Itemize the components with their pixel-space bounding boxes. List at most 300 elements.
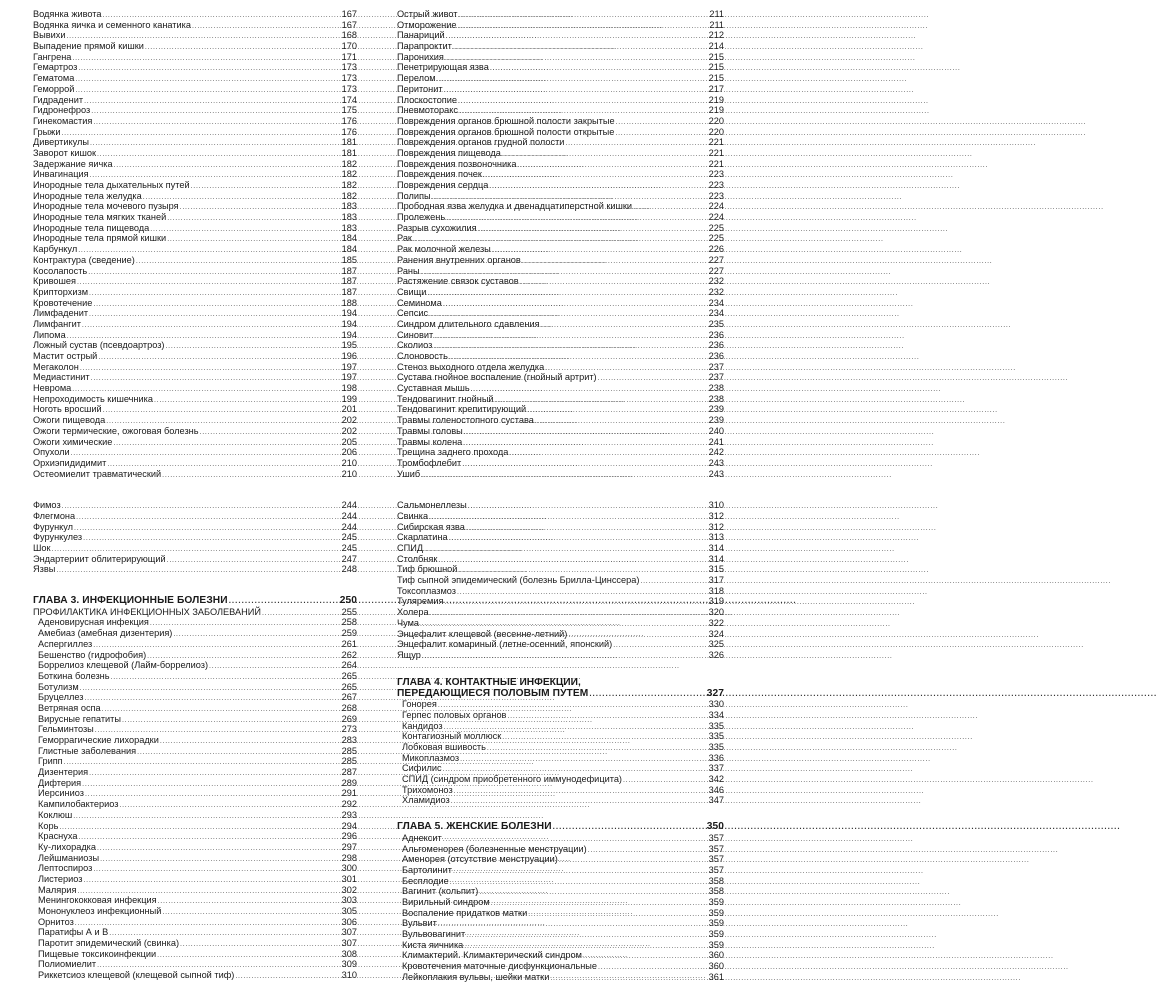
toc-entry-title: Аменорея (отсутствие менструации) — [402, 854, 558, 865]
toc-entry-title: Дифтерия — [38, 777, 82, 788]
toc-entry[interactable] — [397, 95, 724, 106]
toc-entry[interactable] — [33, 447, 357, 458]
toc-entry-page: 215 — [708, 73, 724, 84]
prophylaxis-entry[interactable] — [33, 607, 357, 618]
toc-entry[interactable] — [397, 961, 724, 972]
toc-entry-title: Фурункул — [33, 521, 74, 532]
toc-entry-page: 287 — [341, 767, 357, 778]
toc-entry[interactable] — [33, 351, 357, 362]
toc-entry-title: Растяжение связок суставов — [397, 276, 519, 287]
toc-entry-title: Пролежень — [397, 212, 446, 223]
toc-entry[interactable] — [397, 330, 724, 341]
toc-entry[interactable] — [33, 842, 357, 853]
toc-entry-page: 308 — [341, 948, 357, 959]
toc-entry[interactable] — [397, 266, 724, 277]
toc-entry[interactable] — [33, 362, 357, 373]
toc-entry[interactable] — [33, 62, 357, 73]
toc-entry[interactable] — [397, 319, 724, 330]
toc-entry[interactable] — [397, 105, 724, 116]
toc-entry[interactable] — [397, 854, 724, 865]
toc-entry[interactable] — [33, 233, 357, 244]
toc-entry-title: Язвы — [33, 564, 56, 575]
toc-entry[interactable] — [33, 169, 357, 180]
toc-entry-page: 324 — [708, 628, 724, 639]
toc-entry[interactable] — [33, 266, 357, 277]
toc-entry-page: 267 — [341, 692, 357, 703]
toc-entry-page: 289 — [341, 777, 357, 788]
toc-entry-title: Воспаление придатков матки — [402, 907, 528, 918]
toc-entry-page: 167 — [341, 19, 357, 30]
toc-entry[interactable] — [33, 223, 357, 234]
toc-entry[interactable] — [33, 84, 357, 95]
toc-entry[interactable] — [33, 778, 357, 789]
toc-entry[interactable] — [397, 62, 724, 73]
toc-entry[interactable] — [33, 469, 357, 480]
toc-entry-page: 244 — [341, 521, 357, 532]
toc-entry[interactable] — [397, 753, 724, 764]
toc-entry-title: СПИД (синдром приобретенного иммунодефицита) — [402, 774, 622, 785]
toc-entry[interactable] — [397, 731, 724, 742]
toc-entry-page: 292 — [341, 799, 357, 810]
toc-entry[interactable] — [33, 180, 357, 191]
toc-entry[interactable] — [33, 917, 357, 928]
toc-entry[interactable] — [33, 639, 357, 650]
toc-entry[interactable] — [33, 628, 357, 639]
toc-entry[interactable] — [397, 9, 724, 20]
toc-entry[interactable] — [397, 383, 724, 394]
toc-entry-page: 273 — [341, 724, 357, 735]
toc-entry[interactable] — [397, 639, 724, 650]
toc-entry-page: 197 — [341, 372, 357, 383]
toc-entry-page: 269 — [341, 713, 357, 724]
toc-entry[interactable] — [397, 52, 724, 63]
toc-entry[interactable] — [33, 404, 357, 415]
toc-entry[interactable] — [397, 522, 724, 533]
toc-entry-page: 298 — [341, 852, 357, 863]
toc-entry[interactable] — [33, 105, 357, 116]
toc-entry-page: 168 — [341, 30, 357, 41]
toc-entry-title: Повреждения органов грудной полости — [397, 137, 565, 148]
toc-entry[interactable] — [397, 785, 724, 796]
toc-entry[interactable] — [397, 564, 724, 575]
toc-entry-title: Чума — [397, 617, 420, 628]
toc-entry[interactable] — [33, 767, 357, 778]
toc-entry[interactable] — [397, 710, 724, 721]
toc-entry[interactable] — [397, 437, 724, 448]
toc-entry-title: Неврома — [33, 383, 72, 394]
toc-entry[interactable] — [33, 383, 357, 394]
toc-entry[interactable] — [33, 714, 357, 725]
toc-entry[interactable] — [397, 340, 724, 351]
toc-entry[interactable] — [397, 742, 724, 753]
toc-entry-page: 357 — [708, 854, 724, 865]
toc-entry-title: Травмы голеностопного сустава — [397, 415, 534, 426]
toc-entry-title: Тиф брюшной — [397, 564, 458, 575]
toc-entry-page: 236 — [708, 351, 724, 361]
toc-entry[interactable] — [397, 833, 724, 844]
toc-entry[interactable] — [397, 298, 724, 309]
toc-entry-page: 206 — [341, 447, 357, 458]
toc-entry[interactable] — [397, 41, 724, 52]
toc-entry-title: Панариций — [397, 30, 445, 41]
toc-entry[interactable] — [397, 721, 724, 732]
toc-entry[interactable] — [33, 682, 357, 693]
toc-entry[interactable] — [33, 287, 357, 298]
toc-entry-title: Менингококковая инфекция — [38, 895, 157, 906]
toc-entry[interactable] — [33, 554, 357, 565]
toc-entry[interactable] — [33, 319, 357, 330]
toc-entry-page: 232 — [708, 286, 724, 297]
toc-entry[interactable] — [397, 180, 724, 191]
toc-entry[interactable] — [33, 927, 357, 938]
spacer — [397, 806, 724, 822]
toc-entry-title: Шок — [33, 543, 51, 553]
toc-entry[interactable] — [397, 950, 724, 961]
toc-entry[interactable] — [33, 735, 357, 746]
toc-entry-title: Бесплодие — [402, 875, 449, 886]
toc-entry[interactable] — [397, 244, 724, 255]
toc-entry[interactable] — [397, 276, 724, 287]
toc-entry-page: 217 — [708, 83, 724, 94]
toc-entry[interactable] — [397, 84, 724, 95]
toc-entry-title: Мононуклеоз инфекционный — [38, 906, 162, 916]
toc-entry[interactable] — [33, 95, 357, 106]
toc-entry[interactable] — [33, 831, 357, 842]
toc-entry[interactable] — [33, 137, 357, 148]
toc-entry[interactable] — [33, 692, 357, 703]
toc-entry-title: Синовит — [397, 329, 434, 340]
toc-group-surgery-b — [33, 500, 357, 575]
toc-entry[interactable] — [33, 949, 357, 960]
toc-entry[interactable] — [33, 724, 357, 735]
toc-entry[interactable] — [33, 372, 357, 383]
toc-entry[interactable] — [397, 116, 724, 127]
toc-entry-page: 330 — [708, 699, 724, 710]
toc-entry-title: Дивертикулы — [33, 137, 89, 148]
toc-entry-title: Мегаколон — [33, 361, 79, 372]
toc-entry[interactable] — [33, 394, 357, 405]
toc-entry[interactable] — [33, 458, 357, 469]
toc-entry[interactable] — [33, 73, 357, 84]
toc-entry[interactable] — [397, 586, 724, 597]
toc-entry[interactable] — [397, 308, 724, 319]
toc-entry-title: Суставная мышь — [397, 383, 470, 394]
toc-entry[interactable] — [33, 500, 357, 511]
toc-entry[interactable] — [397, 287, 724, 298]
leader-dots — [229, 596, 339, 607]
toc-entry-page: 318 — [708, 585, 724, 596]
toc-entry-page: 302 — [341, 884, 357, 895]
toc-entry[interactable] — [33, 810, 357, 821]
toc-entry-page: 265 — [341, 681, 357, 692]
toc-entry[interactable] — [397, 148, 724, 159]
toc-entry-title: Прободная язва желудка и двенадцатиперстной кишки — [397, 201, 633, 212]
toc-entry[interactable] — [33, 522, 357, 533]
toc-entry[interactable] — [33, 148, 357, 159]
toc-entry-title: Фимоз — [33, 500, 61, 511]
toc-entry-title: Бруцеллез — [38, 692, 84, 703]
toc-entry[interactable] — [33, 415, 357, 426]
toc-entry[interactable] — [397, 73, 724, 84]
toc-entry[interactable] — [397, 908, 724, 919]
toc-entry[interactable] — [397, 30, 724, 41]
spacer — [397, 479, 724, 500]
toc-entry-page: 310 — [708, 500, 724, 511]
toc-entry[interactable] — [33, 885, 357, 896]
toc-entry-title: Сустава гнойное воспаление (гнойный артрит) — [397, 372, 597, 383]
toc-entry[interactable] — [397, 575, 724, 586]
toc-entry[interactable] — [397, 650, 724, 661]
toc-entry[interactable] — [397, 191, 724, 202]
toc-entry[interactable] — [33, 959, 357, 970]
toc-entry[interactable] — [397, 876, 724, 887]
toc-entry-title: Герпес половых органов — [402, 709, 507, 720]
toc-entry-title: Ложный сустав (псевдоартроз) — [33, 340, 165, 351]
toc-entry[interactable] — [397, 372, 724, 383]
toc-entry[interactable] — [33, 660, 357, 671]
toc-entry[interactable] — [397, 404, 724, 415]
toc-entry[interactable] — [33, 330, 357, 341]
toc-entry[interactable] — [397, 763, 724, 774]
toc-entry-page: 244 — [341, 500, 357, 511]
toc-entry-title: Тендовагинит гнойный — [397, 393, 494, 404]
toc-entry[interactable] — [33, 276, 357, 287]
toc-entry-title: Раны — [397, 265, 420, 276]
toc-entry[interactable] — [397, 618, 724, 629]
toc-entry[interactable] — [33, 874, 357, 885]
toc-entry[interactable] — [33, 756, 357, 767]
toc-entry[interactable] — [397, 223, 724, 234]
toc-entry[interactable] — [397, 212, 724, 223]
toc-entry[interactable] — [33, 617, 357, 628]
toc-entry[interactable] — [33, 127, 357, 138]
toc-entry[interactable] — [397, 469, 724, 480]
toc-entry[interactable] — [397, 532, 724, 543]
toc-entry[interactable] — [397, 394, 724, 405]
toc-entry-title: Флегмона — [33, 510, 76, 521]
toc-entry-page: 171 — [341, 51, 357, 62]
toc-entry[interactable] — [33, 52, 357, 63]
toc-entry[interactable] — [397, 795, 724, 806]
toc-entry-title: Выпадение прямой кишки — [33, 41, 144, 52]
toc-entry-title: Геморрой — [33, 83, 75, 94]
toc-entry[interactable] — [33, 650, 357, 661]
toc-entry-page: 359 — [708, 918, 724, 929]
toc-entry-title: Грипп — [38, 756, 63, 767]
toc-entry-page: 221 — [708, 137, 724, 148]
toc-entry-page: 312 — [708, 521, 724, 532]
toc-entry[interactable] — [397, 972, 724, 983]
toc-entry[interactable] — [33, 906, 357, 917]
toc-entry-title: Лейшманиозы — [38, 852, 100, 863]
toc-entry[interactable] — [397, 940, 724, 951]
toc-entry[interactable] — [397, 362, 724, 373]
toc-entry[interactable] — [33, 543, 357, 554]
toc-entry-title: Свищи — [397, 286, 427, 297]
toc-entry[interactable] — [397, 255, 724, 266]
toc-entry[interactable] — [33, 821, 357, 832]
toc-entry[interactable] — [397, 543, 724, 554]
toc-entry-page: 220 — [708, 126, 724, 137]
toc-left-column — [33, 9, 357, 981]
toc-entry-page: 184 — [341, 244, 357, 255]
toc-entry-page: 223 — [708, 180, 724, 190]
toc-group-infectious-b — [397, 500, 724, 660]
toc-entry-page: 361 — [708, 971, 724, 982]
chapter-4-heading[interactable] — [397, 689, 724, 700]
toc-entry[interactable] — [397, 169, 724, 180]
toc-entry-title: Опухоли — [33, 447, 70, 458]
chapter-3-heading[interactable] — [33, 596, 357, 607]
toc-group-std — [397, 699, 724, 806]
toc-entry-title: Холера — [397, 607, 429, 618]
toc-entry[interactable] — [33, 746, 357, 757]
toc-entry[interactable] — [33, 20, 357, 31]
toc-entry-page: 326 — [708, 649, 724, 660]
toc-entry-title: Эндартериит облитерирующий — [33, 553, 166, 564]
toc-entry[interactable] — [397, 774, 724, 785]
toc-entry-title: Трещина заднего прохода — [397, 447, 509, 458]
toc-entry[interactable] — [397, 233, 724, 244]
toc-entry-title: Тендовагинит крепитирующий — [397, 404, 527, 415]
toc-entry[interactable] — [397, 351, 724, 362]
toc-entry-page: 307 — [341, 927, 357, 938]
toc-entry[interactable] — [33, 255, 357, 266]
toc-entry[interactable] — [33, 116, 357, 127]
toc-entry[interactable] — [397, 865, 724, 876]
toc-entry[interactable] — [33, 191, 357, 202]
toc-entry[interactable] — [397, 918, 724, 929]
toc-entry[interactable] — [33, 308, 357, 319]
toc-entry-page: 236 — [708, 329, 724, 340]
toc-entry-title: Острый живот — [397, 9, 458, 19]
toc-entry[interactable] — [33, 564, 357, 575]
toc-entry[interactable] — [33, 938, 357, 949]
toc-entry-title: Боррелиоз клещевой (Лайм-боррелиоз) — [38, 660, 209, 671]
toc-entry[interactable] — [33, 437, 357, 448]
toc-entry-page: 183 — [341, 222, 357, 233]
toc-entry-page: 240 — [708, 425, 724, 436]
toc-entry-page: 175 — [341, 105, 357, 116]
toc-entry[interactable] — [397, 137, 724, 148]
toc-entry[interactable] — [397, 511, 724, 522]
chapter-5-heading[interactable] — [397, 822, 724, 833]
toc-entry[interactable] — [397, 629, 724, 640]
toc-entry-page: 182 — [341, 180, 357, 190]
toc-entry-page: 245 — [341, 543, 357, 553]
toc-entry-page: 181 — [341, 137, 357, 148]
toc-entry-title: Климактерий. Климактерический синдром — [402, 950, 582, 961]
toc-entry-title: Аднексит — [402, 832, 442, 843]
toc-entry[interactable] — [397, 20, 724, 31]
toc-entry-page: 210 — [341, 457, 357, 468]
toc-entry[interactable] — [397, 426, 724, 437]
toc-entry[interactable] — [33, 970, 357, 981]
toc-entry[interactable] — [33, 853, 357, 864]
prophylaxis-page: 255 — [341, 606, 357, 617]
toc-entry-page: 291 — [341, 788, 357, 799]
toc-entry[interactable] — [397, 415, 724, 426]
toc-entry[interactable] — [33, 511, 357, 522]
toc-entry-page: 303 — [341, 895, 357, 906]
toc-entry[interactable] — [33, 340, 357, 351]
toc-entry[interactable] — [397, 458, 724, 469]
toc-entry-title: Паротит эпидемический (свинка) — [38, 938, 180, 949]
toc-entry[interactable] — [33, 426, 357, 437]
toc-entry[interactable] — [33, 703, 357, 714]
toc-entry[interactable] — [33, 159, 357, 170]
toc-entry-page: 283 — [341, 735, 357, 745]
toc-entry-title: Семинома — [397, 297, 442, 308]
toc-entry-title: Сепсис — [397, 308, 429, 319]
toc-entry[interactable] — [33, 298, 357, 309]
toc-entry-title: Рак — [397, 233, 412, 244]
toc-entry[interactable] — [397, 929, 724, 940]
toc-entry-page: 201 — [341, 404, 357, 415]
toc-entry-page: 187 — [341, 286, 357, 297]
toc-entry[interactable] — [397, 699, 724, 710]
toc-entry[interactable] — [397, 607, 724, 618]
toc-entry[interactable] — [33, 30, 357, 41]
toc-entry[interactable] — [397, 886, 724, 897]
toc-entry[interactable] — [397, 500, 724, 511]
toc-entry-title: Инородные тела мягких тканей — [33, 212, 167, 223]
toc-entry[interactable] — [397, 159, 724, 170]
toc-entry[interactable] — [33, 532, 357, 543]
toc-entry[interactable] — [33, 9, 357, 20]
toc-entry-page: 285 — [341, 745, 357, 756]
toc-entry[interactable] — [397, 596, 724, 607]
toc-entry[interactable] — [33, 671, 357, 682]
toc-entry-title: Инородные тела мочевого пузыря — [33, 201, 179, 212]
toc-entry[interactable] — [33, 895, 357, 906]
toc-entry-title: Вагинит (кольпит) — [402, 886, 479, 897]
toc-entry[interactable] — [33, 244, 357, 255]
toc-entry-title: Вирильный синдром — [402, 896, 490, 907]
toc-entry-title: Гангрена — [33, 51, 72, 62]
toc-entry-title: Орнитоз — [38, 916, 74, 927]
toc-entry[interactable] — [33, 212, 357, 223]
toc-entry[interactable] — [397, 554, 724, 565]
toc-right-column — [397, 9, 724, 982]
toc-entry-title: Боткина болезнь — [38, 670, 110, 681]
toc-entry[interactable] — [33, 788, 357, 799]
toc-entry[interactable] — [397, 897, 724, 908]
toc-entry-title: Гидраденит — [33, 94, 84, 105]
toc-entry-title: Задержание яичка — [33, 158, 113, 169]
toc-entry[interactable] — [33, 799, 357, 810]
toc-entry-page: 183 — [341, 201, 357, 212]
toc-entry[interactable] — [33, 201, 357, 212]
toc-entry[interactable] — [397, 127, 724, 138]
toc-entry[interactable] — [397, 844, 724, 855]
toc-entry[interactable] — [33, 41, 357, 52]
chapter-3-title: ГЛАВА 3. ИНФЕКЦИОННЫЕ БОЛЕЗНИ — [33, 595, 228, 607]
toc-entry-page: 293 — [341, 809, 357, 820]
toc-entry-title: Косолапость — [33, 265, 88, 276]
toc-entry-title: Перелом — [397, 73, 436, 84]
toc-entry-page: 194 — [341, 308, 357, 319]
chapter-5-page: 350 — [706, 821, 724, 833]
toc-entry-title: Разрыв сухожилия — [397, 222, 477, 233]
toc-entry-page: 305 — [341, 906, 357, 916]
toc-entry-title: Лобковая вшивость — [402, 742, 486, 752]
toc-entry[interactable] — [397, 447, 724, 458]
toc-entry-title: Туляремия — [397, 596, 444, 607]
toc-entry-title: Трихомоноз — [402, 784, 453, 795]
toc-entry[interactable] — [397, 201, 724, 212]
toc-entry[interactable] — [33, 863, 357, 874]
